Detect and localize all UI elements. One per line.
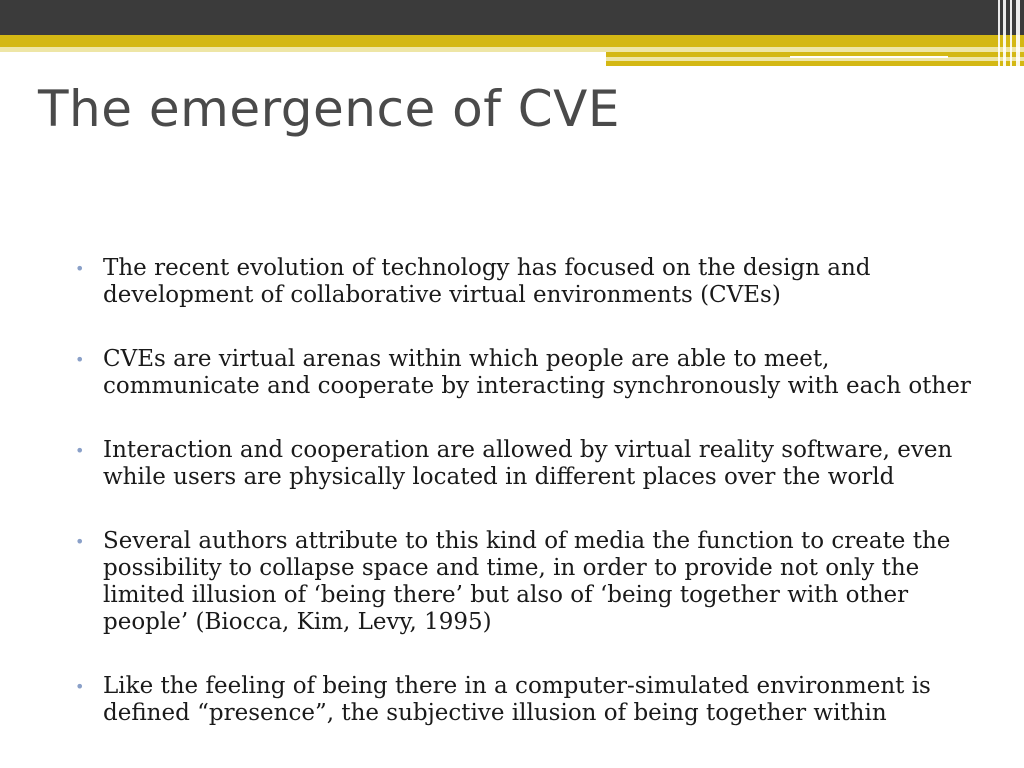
bullet-text: Interaction and cooperation are allowed by virtual reality software, even while users are physically located in different places over the world — [103, 437, 953, 490]
bullet-icon: • — [75, 532, 85, 551]
header-vertical-stripes — [994, 0, 1024, 68]
list-item — [75, 673, 975, 727]
header-dark-band — [0, 0, 1024, 35]
list-item — [75, 346, 975, 400]
bullet-icon: • — [75, 677, 85, 696]
bullet-text: The recent evolution of technology has focused on the design and development of collaborative virtual environments (CVEs) — [103, 255, 871, 308]
bullet-icon: • — [75, 350, 85, 369]
bullet-icon: • — [75, 441, 85, 460]
header-gold-band — [0, 35, 1024, 47]
slide-title: The emergence of CVE — [38, 80, 620, 138]
header-gold-accent-lower — [606, 61, 1024, 66]
header-white-rule — [790, 56, 948, 58]
bullet-list — [75, 255, 975, 764]
list-item — [75, 437, 975, 491]
bullet-icon: • — [75, 259, 85, 278]
list-item — [75, 255, 975, 309]
bullet-text: Like the feeling of being there in a computer-simulated environment is defined “presence”, the subjective illusion of being together within — [103, 673, 931, 726]
bullet-text: CVEs are virtual arenas within which people are able to meet, communicate and cooperate by interacting synchronously with each other — [103, 346, 971, 399]
list-item — [75, 528, 975, 636]
bullet-text: Several authors attribute to this kind of media the function to create the possibility to collapse space and time, in order to provide not only the limited illusion of ‘being there’ but also of ‘being together with other people’ (Biocca, Kim, Levy, 1995) — [103, 528, 951, 635]
